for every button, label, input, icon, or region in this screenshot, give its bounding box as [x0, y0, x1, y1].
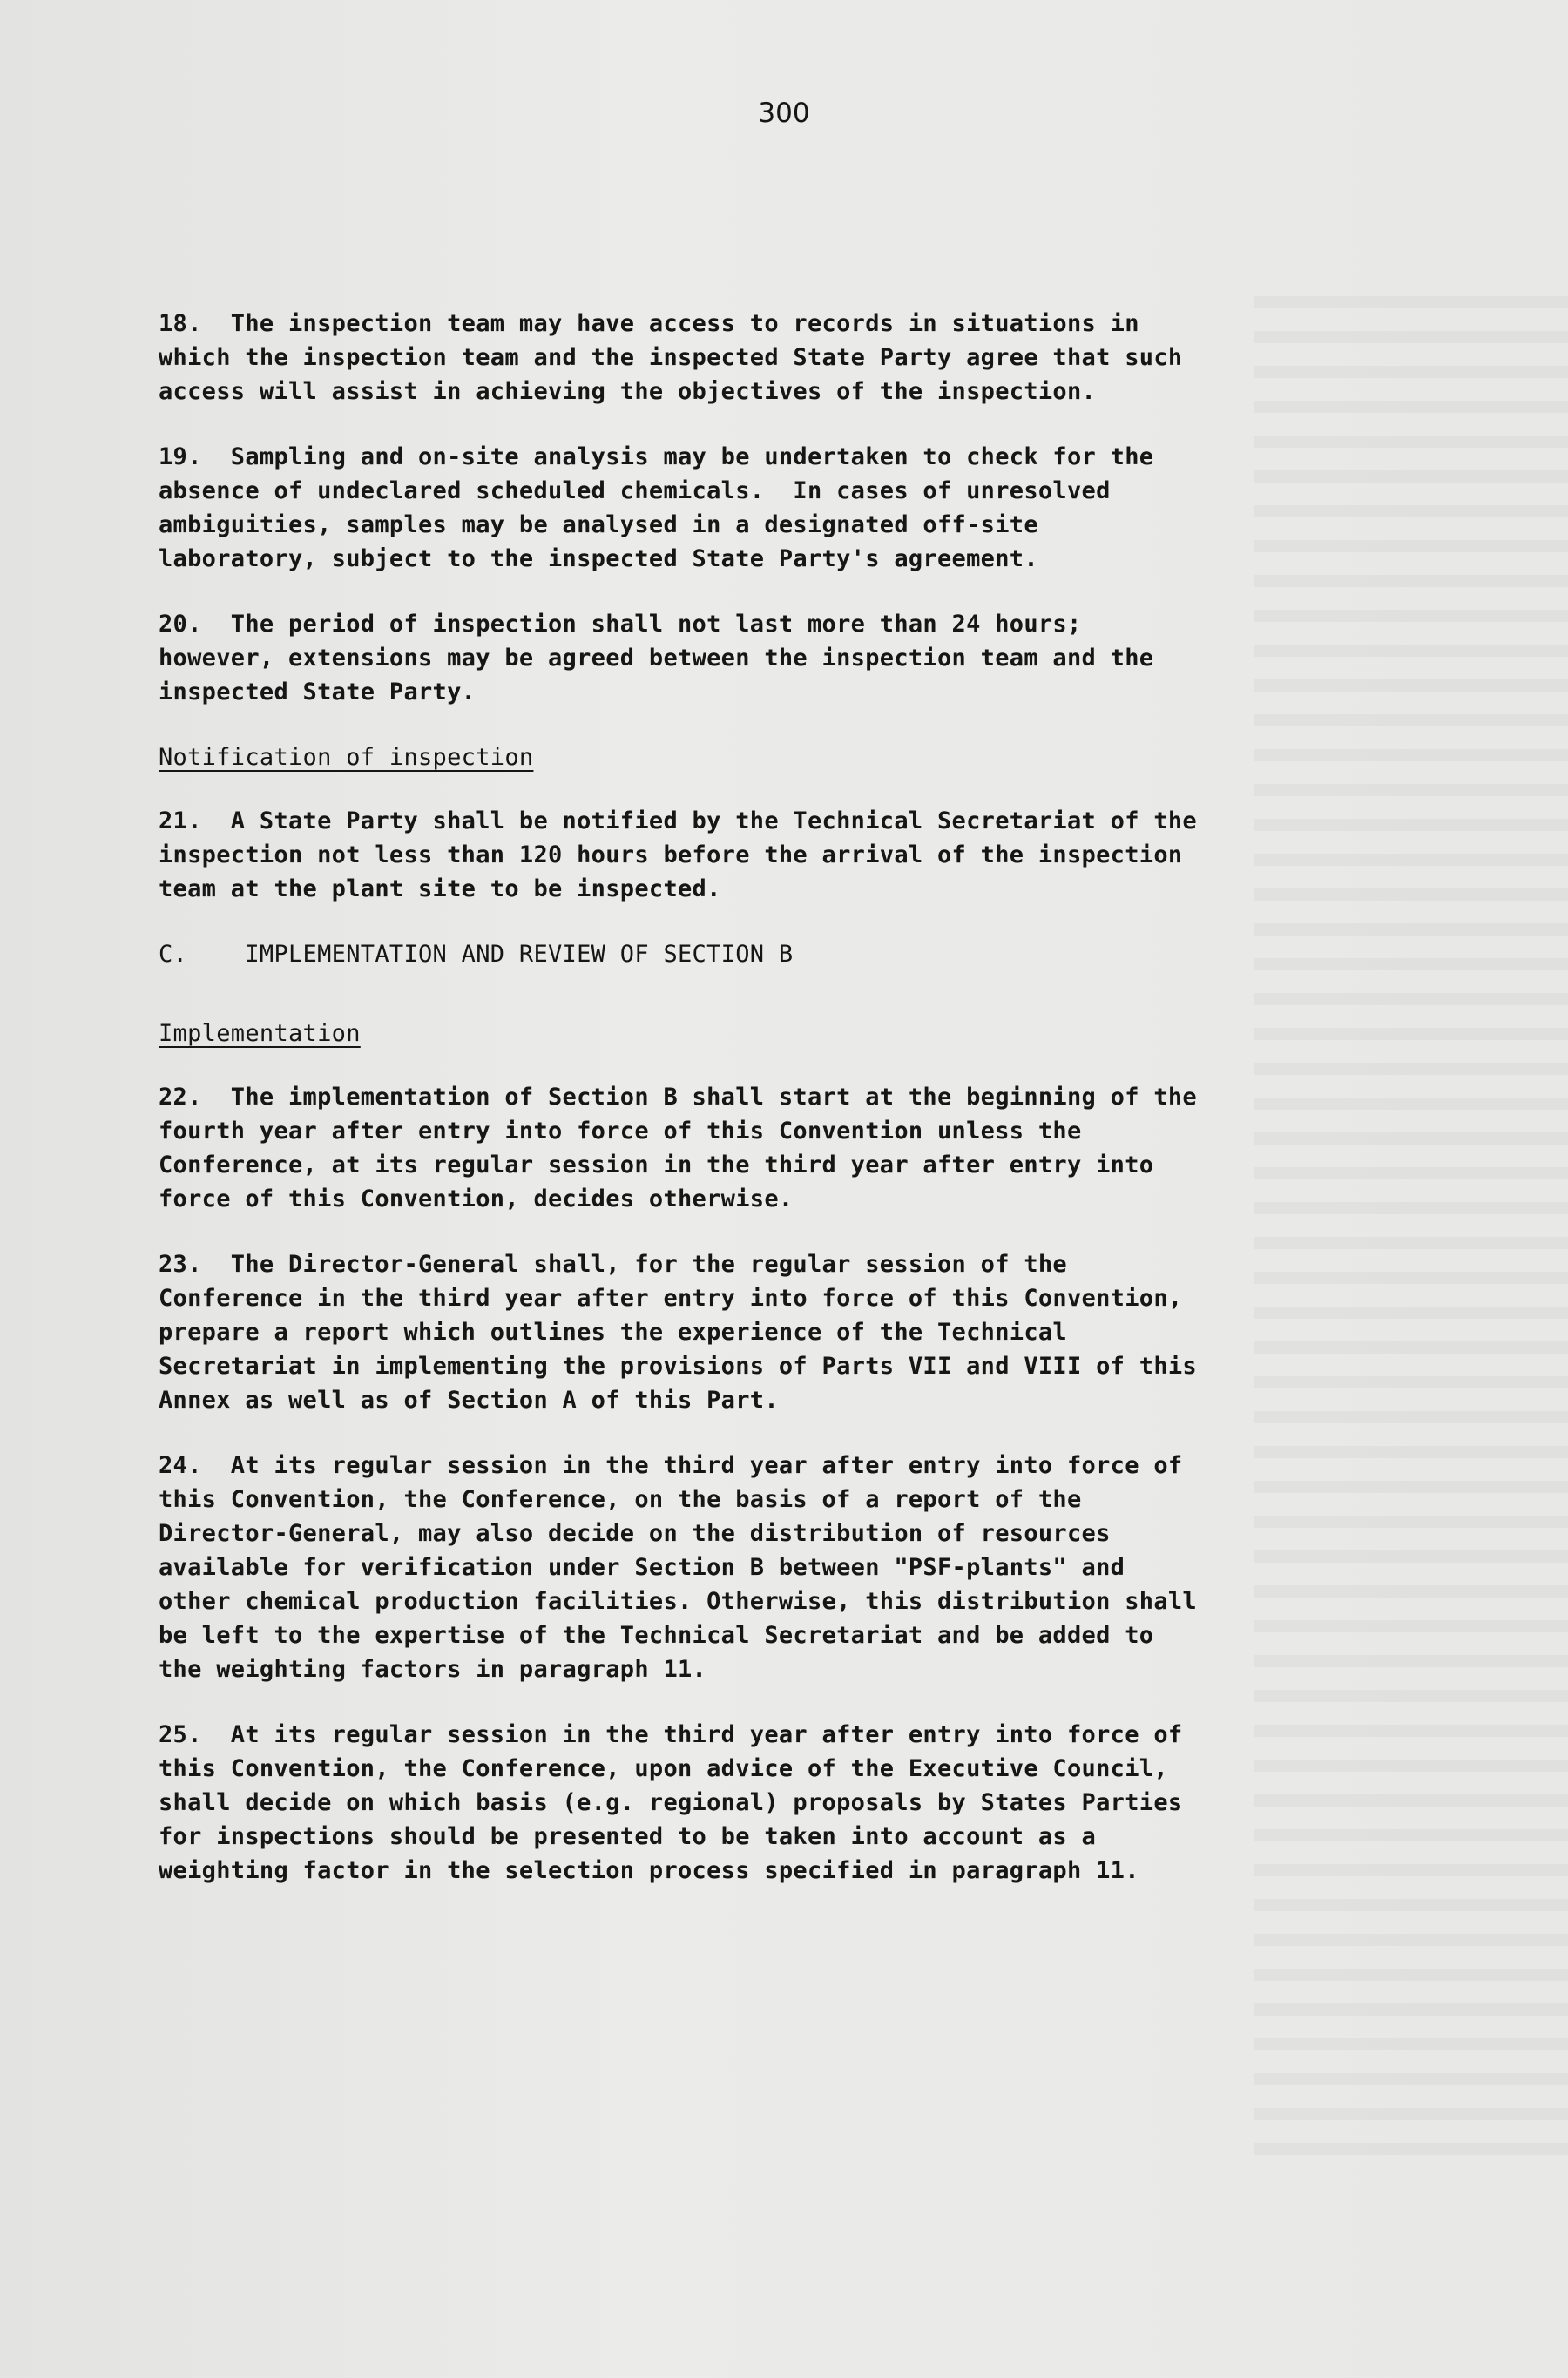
paragraph-25 — [159, 1718, 1404, 1888]
text-line: 24. At its regular session in the third year after entry into force of — [159, 1452, 1183, 1479]
text-line: shall decide on which basis (e.g. regional) proposals by States Parties — [159, 1789, 1183, 1816]
text-line: ambiguities, samples may be analysed in a designated off-site — [159, 511, 1038, 538]
text-line: 25. At its regular session in the third year after entry into force of — [159, 1721, 1183, 1748]
text-line: fourth year after entry into force of this Convention unless the — [159, 1118, 1082, 1145]
text-line: access will assist in achieving the objectives of the inspection. — [159, 378, 1097, 405]
text-line: this Convention, the Conference, upon advice of the Executive Council, — [159, 1755, 1168, 1782]
text-line: inspected State Party. — [159, 679, 476, 706]
text-line: the weighting factors in paragraph 11. — [159, 1656, 707, 1683]
text-line: team at the plant site to be inspected. — [159, 875, 721, 902]
text-line: force of this Convention, decides otherwise. — [159, 1186, 794, 1213]
text-line: Conference in the third year after entry into force of this Convention, — [159, 1285, 1183, 1312]
document-body — [159, 307, 1404, 1919]
text-line: laboratory, subject to the inspected State Party's agreement. — [159, 545, 1038, 572]
text-line: 18. The inspection team may have access to records in situations in — [159, 310, 1139, 337]
text-line: be left to the expertise of the Technical Secretariat and be added to — [159, 1622, 1154, 1649]
paragraph-22 — [159, 1080, 1404, 1216]
text-line: 20. The period of inspection shall not last more than 24 hours; — [159, 611, 1082, 638]
text-line: weighting factor in the selection process specified in paragraph 11. — [159, 1857, 1139, 1884]
text-line: available for verification under Section B between "PSF-plants" and — [159, 1554, 1125, 1581]
text-line: inspection not less than 120 hours before the arrival of the inspection — [159, 841, 1183, 868]
text-line: other chemical production facilities. Otherwise, this distribution shall — [159, 1588, 1197, 1615]
paragraph-21 — [159, 804, 1404, 906]
paragraph-20 — [159, 607, 1404, 709]
text-line: Annex as well as of Section A of this Part. — [159, 1387, 779, 1414]
paragraph-23 — [159, 1247, 1404, 1417]
section-c-title: C. IMPLEMENTATION AND REVIEW OF SECTION B — [159, 941, 794, 968]
text-line: for inspections should be presented to be taken into account as a — [159, 1823, 1097, 1850]
paragraph-19 — [159, 440, 1404, 576]
text-line: absence of undeclared scheduled chemicals. In cases of unresolved — [159, 477, 1111, 504]
text-line: this Convention, the Conference, on the basis of a report of the — [159, 1486, 1082, 1513]
text-line: Director-General, may also decide on the distribution of resources — [159, 1520, 1111, 1547]
text-line: which the inspection team and the inspected State Party agree that such — [159, 344, 1183, 371]
text-line: 23. The Director-General shall, for the regular session of the — [159, 1251, 1067, 1278]
heading-notification-of-inspection: Notification of inspection — [159, 744, 534, 771]
paragraph-24 — [159, 1449, 1404, 1686]
paragraph-18 — [159, 307, 1404, 409]
page-number: 300 — [758, 98, 810, 129]
text-line: Conference, at its regular session in the third year after entry into — [159, 1152, 1154, 1179]
text-line: 22. The implementation of Section B shall start at the beginning of the — [159, 1084, 1197, 1111]
text-line: 21. A State Party shall be notified by the Technical Secretariat of the — [159, 807, 1197, 834]
heading-implementation: Implementation — [159, 1020, 361, 1047]
text-line: however, extensions may be agreed between the inspection team and the — [159, 645, 1154, 672]
text-line: Secretariat in implementing the provisions of Parts VII and VIII of this — [159, 1353, 1197, 1380]
text-line: 19. Sampling and on-site analysis may be undertaken to check for the — [159, 443, 1154, 470]
text-line: prepare a report which outlines the experience of the Technical — [159, 1319, 1067, 1346]
